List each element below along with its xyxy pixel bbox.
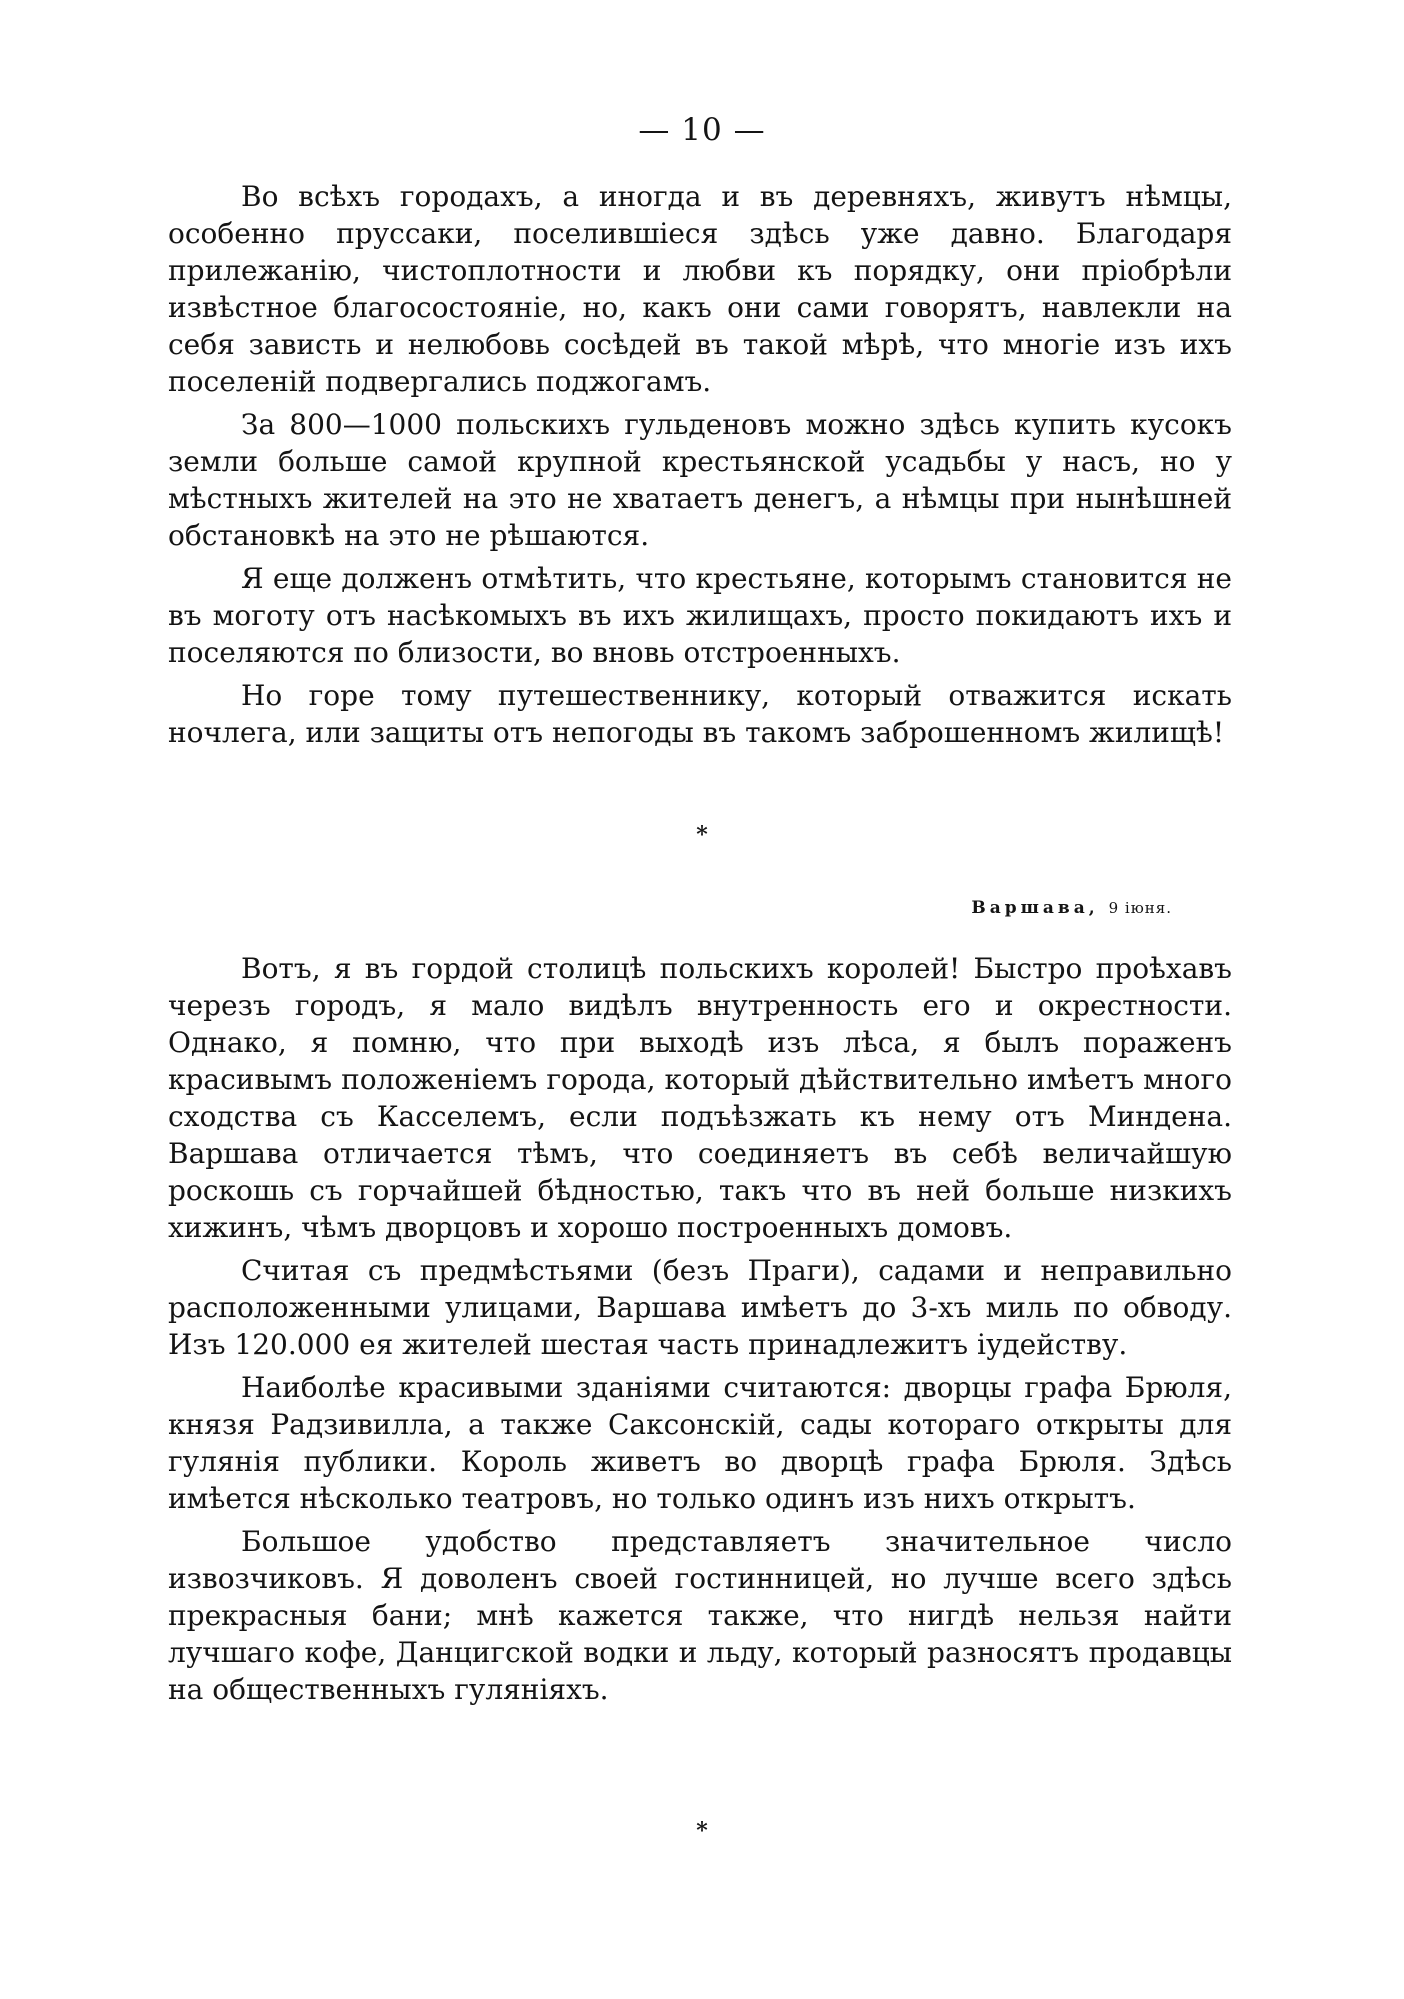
paragraph: Большое удобство представляетъ значительное число извозчиковъ. Я доволенъ своей гостинницей, но лучше всего здѣсь прекрасныя бани; мнѣ кажется также, что нигдѣ нельзя найти лучшаго кофе, Данцигской водки и льду, который разносятъ продавцы на общественныхъ гуляніяхъ. [168, 1525, 1232, 1706]
section-2-text [168, 950, 1232, 1708]
section-separator: * [696, 1818, 708, 1844]
section-separator: * [696, 822, 708, 848]
paragraph: За 800—1000 польскихъ гульденовъ можно здѣсь купить кусокъ земли больше самой крупной крестьянской усадьбы у насъ, но у мѣстныхъ жителей на это не хватаетъ денегъ, а нѣмцы при нынѣшней обстановкѣ на это не рѣшаются. [168, 408, 1232, 552]
page-number: — 10 — [638, 112, 766, 148]
dateline [971, 898, 1172, 918]
section-1-text [168, 178, 1232, 751]
paragraph: Наиболѣе красивыми зданіями считаются: дворцы графа Брюля, князя Радзивилла, а также Саксонскій, сады котораго открыты для гулянія публики. Король живетъ во дворцѣ графа Брюля. Здѣсь имѣется нѣсколько театровъ, но только одинъ изъ нихъ открытъ. [168, 1371, 1232, 1515]
paragraph: Во всѣхъ городахъ, а иногда и въ деревняхъ, живутъ нѣмцы, особенно пруссаки, поселившіеся здѣсь уже давно. Благодаря прилежанію, чистоплотности и любви къ порядку, они пріобрѣли извѣстное благосостояніе, но, какъ они сами говорятъ, навлекли на себя зависть и нелюбовь сосѣдей въ такой мѣрѣ, что многіе изъ ихъ поселеній подвергались поджогамъ. [168, 180, 1232, 398]
dateline-date: 9 іюня. [1108, 899, 1172, 917]
dateline-place: Варшава, [971, 898, 1099, 918]
paragraph: Но горе тому путешественнику, который отважится искать ночлега, или защиты отъ непогоды въ такомъ заброшенномъ жилищѣ! [168, 679, 1232, 749]
paragraph: Считая съ предмѣстьями (безъ Праги), садами и неправильно расположенными улицами, Варшава имѣетъ до 3-хъ миль по обводу. Изъ 120.000 ея жителей шестая часть принадлежитъ іудейству. [168, 1254, 1232, 1361]
paragraph: Вотъ, я въ гордой столицѣ польскихъ королей! Быстро проѣхавъ черезъ городъ, я мало видѣлъ внутренность его и окрестности. Однако, я помню, что при выходѣ изъ лѣса, я былъ пораженъ красивымъ положеніемъ города, который дѣйствительно имѣетъ много сходства съ Касселемъ, если подъѣзжать къ нему отъ Миндена. Варшава отличается тѣмъ, что соединяетъ въ себѣ величайшую роскошь съ горчайшей бѣдностью, такъ что въ ней больше низкихъ хижинъ, чѣмъ дворцовъ и хорошо построенныхъ домовъ. [168, 952, 1232, 1244]
paragraph: Я еще долженъ отмѣтить, что крестьяне, которымъ становится не въ моготу отъ насѣкомыхъ въ ихъ жилищахъ, просто покидаютъ ихъ и поселяются по близости, во вновь отстроенныхъ. [168, 562, 1232, 669]
